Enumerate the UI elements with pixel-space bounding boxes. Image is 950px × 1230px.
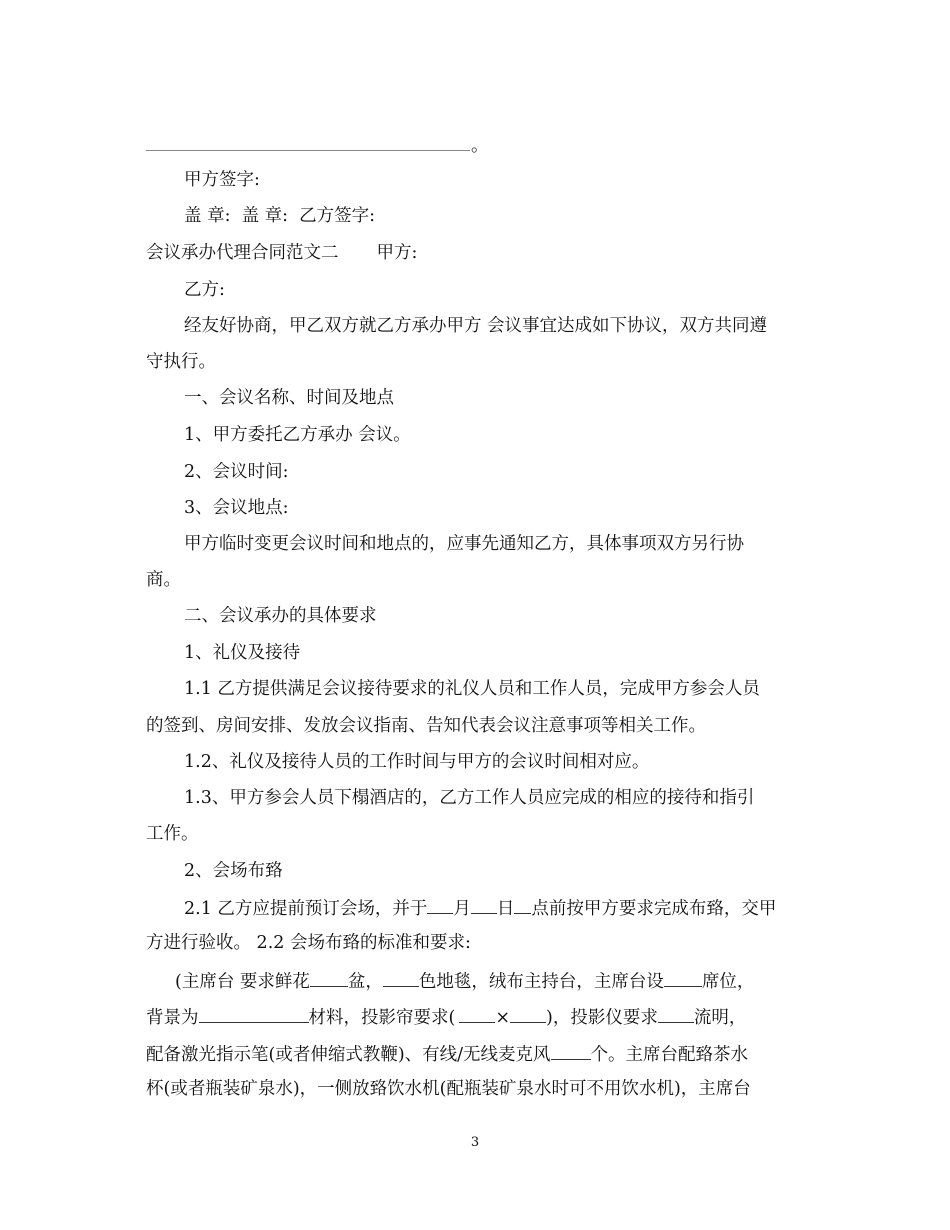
- flower-blank: [310, 968, 348, 987]
- month-blank: [427, 895, 453, 914]
- projector-label: )，投影仪要求: [546, 1008, 658, 1028]
- preamble-line-1: 经友好协商，甲乙双方就乙方承办甲方 会议事宜达成如下协议，双方共同遵: [184, 316, 768, 336]
- clause-1-1: 1、甲方委托乙方承办 会议。: [184, 425, 411, 445]
- day-blank: [471, 895, 497, 914]
- lumen-label: 流明，: [693, 1008, 747, 1028]
- clause-2-1-text-b: 点前按甲方要求完成布臵，交甲: [531, 899, 777, 919]
- podium-text-c: 色地毯，绒布主持台，主席台设: [418, 972, 664, 992]
- contract-title-line: [146, 241, 417, 265]
- clause-1-3: 3、会议地点:: [184, 498, 289, 518]
- page-number: 3: [470, 1135, 480, 1150]
- backdrop-label: 背景为: [146, 1008, 199, 1028]
- podium-text-b: 盆，: [347, 972, 383, 992]
- section-heading-2: 二、会议承办的具体要求: [184, 606, 377, 626]
- subsection-etiquette: 1、礼仪及接待: [184, 643, 301, 663]
- clause-1-1-line-2: 的签到、房间安排、发放会议指南、告知代表会议注意事项等相关工作。: [146, 716, 706, 736]
- hour-blank: [514, 895, 531, 914]
- clause-1-3-line-1: 1.3、甲方参会人员下榻酒店的，乙方工作人员应完成的相应的接待和指引: [184, 788, 755, 808]
- clause-1-3-line-2: 工作。: [146, 824, 199, 844]
- day-label: 日: [496, 899, 515, 919]
- clause-2-1-line-2: 方进行验收。 2.2 会场布臵的标准和要求:: [146, 933, 471, 953]
- section-heading-1: 一、会议名称、时间及地点: [184, 388, 394, 408]
- party-a-label: 甲方:: [376, 243, 418, 263]
- podium-text-a: (主席台 要求鲜花: [175, 972, 310, 992]
- lumen-blank: [658, 1004, 694, 1023]
- podium-line-1: [175, 968, 754, 992]
- tea-cups-text: 个。主席台配臵茶水: [590, 1045, 749, 1065]
- carpet-color-blank: [383, 968, 419, 987]
- month-label: 月: [453, 899, 471, 919]
- change-clause-line-2: 商。: [146, 570, 181, 590]
- clause-2-1-line-1: [184, 895, 776, 919]
- party-b-label: 乙方:: [184, 280, 225, 300]
- seal-signature-line: 盖 章: 盖 章: 乙方签字:: [184, 206, 376, 226]
- clause-1-2: 2、会议时间:: [184, 462, 289, 482]
- backdrop-blank: [199, 1004, 309, 1023]
- preamble-line-2: 守执行。: [146, 352, 216, 372]
- clause-1-1-line-1: 1.1 乙方提供满足会议接待要求的礼仪人员和工作人员，完成甲方参会人员: [184, 679, 760, 699]
- equipment-text: 配备激光指示笔(或者伸缩式教鞭)、有线/无线麦克风: [146, 1045, 551, 1065]
- subsection-venue: 2、会场布臵: [184, 861, 283, 881]
- change-clause-line-1: 甲方临时变更会议时间和地点的，应事先通知乙方，具体事项双方另行协: [184, 534, 744, 554]
- clause-1-2-text: 1.2、礼仪及接待人员的工作时间与甲方的会议时间相对应。: [184, 752, 650, 772]
- times-sign: ×: [495, 1008, 510, 1028]
- party-a-signature-line: 甲方签字:: [184, 170, 260, 190]
- microphone-count-blank: [551, 1041, 591, 1060]
- podium-line-2: [146, 1004, 746, 1028]
- contract-title: 会议承办代理合同范文二: [146, 243, 339, 263]
- screen-height-blank: [510, 1004, 546, 1023]
- signature-underline: [146, 150, 470, 151]
- clause-2-1-text-a: 2.1 乙方应提前预订会场，并于: [184, 899, 428, 919]
- podium-line-4: 杯(或者瓶装矿泉水)，一侧放臵饮水机(配瓶装矿泉水时可不用饮水机)，主席台: [146, 1079, 751, 1099]
- screen-width-blank: [459, 1004, 495, 1023]
- screen-label: 材料，投影帘要求(: [308, 1008, 456, 1028]
- podium-line-3: [146, 1041, 748, 1065]
- closing-period: 。: [471, 136, 489, 156]
- seats-blank: [664, 968, 702, 987]
- podium-text-d: 席位，: [701, 972, 755, 992]
